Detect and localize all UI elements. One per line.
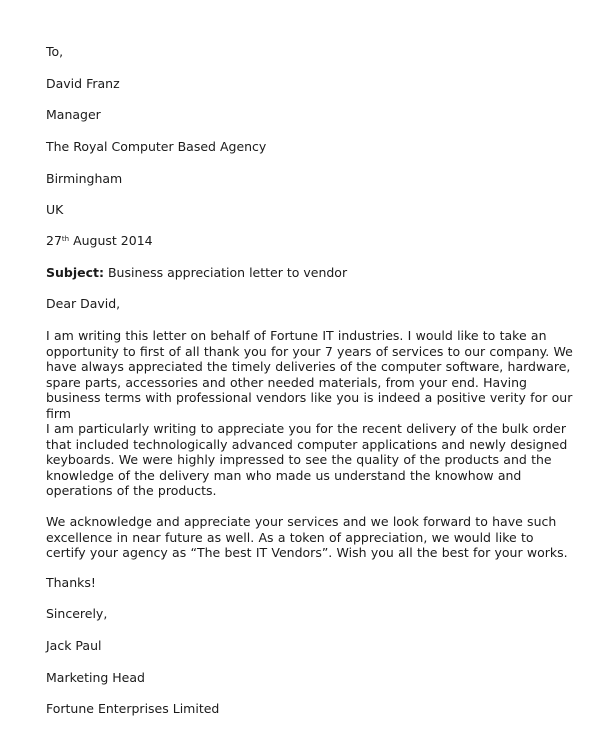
sender-name: Jack Paul [46,638,102,653]
greeting: Dear David, [46,296,121,311]
date-month-year: August 2014 [69,233,153,248]
to-line: To, [46,44,64,59]
body-paragraph-3: We acknowledge and appreciate your services and we look forward to have such excellence in near future as well. As a token of appreciation, we would like to certify your agency as “The best IT Vendors”. Wish you all the best for your works. [46,514,568,561]
recipient-name: David Franz [46,76,120,91]
recipient-city: Birmingham [46,171,123,186]
subject-label: Subject: [46,265,104,280]
date-suffix: th [61,235,70,243]
body-paragraph-1: I am writing this letter on behalf of Fortune IT industries. I would like to take an opportunity to first of all thank you for your 7 years of services to our company. We have always appreciated the timely deliveries of the computer software, hardware, spare parts, accessories and other needed materials, from your end. Having business terms with professional vendors like you is indeed a positive verity for our firm [46,328,573,421]
letter-date [46,233,153,249]
recipient-company: The Royal Computer Based Agency [46,139,267,154]
recipient-country: UK [46,202,64,217]
subject-text: Business appreciation letter to vendor [104,265,348,280]
recipient-title: Manager [46,107,101,122]
body-paragraph-2: I am particularly writing to appreciate you for the recent delivery of the bulk order that included technologically advanced computer applications and newly designed keyboards. We were highly impressed to see the quality of the products and the knowledge of the delivery man who made us understand the knowhow and operations of the products. [46,421,568,499]
sender-title: Marketing Head [46,670,145,685]
subject-line [46,265,347,281]
sender-company: Fortune Enterprises Limited [46,701,220,716]
closing-line: Sincerely, [46,606,108,621]
date-day: 27 [46,233,62,248]
thanks-line: Thanks! [46,575,96,590]
